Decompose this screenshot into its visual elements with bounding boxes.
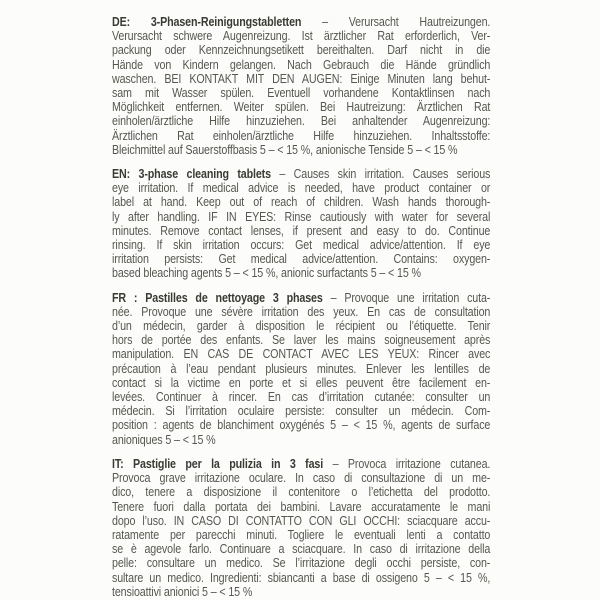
text-line: née. Provoque une sévère irritation des yeux. En cas de consultation xyxy=(112,304,491,319)
label-section-en xyxy=(112,167,490,281)
text-line: tensioattivi anionici 5 – < 15 % xyxy=(112,584,253,599)
text-line xyxy=(112,291,490,305)
text-line: Tenere fuori dalla portata dei bambini. Lavare accuratamente le mani xyxy=(112,499,491,514)
text-line: eye irritation. If medical advice is needed, have product container or xyxy=(112,181,491,196)
text-line xyxy=(112,15,490,29)
text-line: Verursacht schwere Augenreizung. Ist ärztlicher Rat erforderlich, Ver- xyxy=(112,29,491,44)
section-title: FR : Pastilles de nettoyage 3 phases xyxy=(112,290,323,305)
label-section-it xyxy=(112,457,490,599)
text-line: Hände von Kindern gelangen. Nach Gebrauch die Hände gründlich xyxy=(112,57,491,72)
section-title: DE: 3-Phasen-Reinigungstabletten xyxy=(112,15,302,29)
text-line: dico, tenere a disposizione il contenitore o l’etichetta del prodotto. xyxy=(112,485,491,500)
text-line: position : agents de blanchiment oxygénés 5 – < 15 %, agents de surface xyxy=(112,418,491,433)
text-line: précaution à l’eau pendant plusieurs minutes. Enlever les lentilles de xyxy=(112,361,491,376)
text-line: minutes. Remove contact lenses, if present and easy to do. Continue xyxy=(112,223,491,238)
section-title-rest: – Provoca irritazione cutanea. xyxy=(332,456,491,471)
text-line: pelle: consultare un medico. Se l’irritazione degli occhi persiste, con- xyxy=(112,556,491,571)
text-line: Provoca grave irritazione oculare. In caso di consultazione di un me- xyxy=(112,471,491,486)
text-line: einholen/ärztliche Hilfe hinzuziehen. Bei anhaltender Augenreizung: xyxy=(112,114,491,129)
text-line: ly after handling. IF IN EYES: Rinse cautiously with water for several xyxy=(112,209,491,224)
text-line: ratamente per parecchi minuti. Togliere le eventuali lenti a contatto xyxy=(112,527,491,542)
text-line: dopo l’uso. IN CASO DI CONTATTO CON GLI OCCHI: sciacquare accu- xyxy=(112,513,491,528)
label-section-de xyxy=(112,15,490,157)
text-line: packung oder Kennzeichnungsetikett bereithalten. Darf nicht in die xyxy=(112,43,491,58)
text-line: se è agevole farlo. Continuare a sciacquare. In caso di irritazione della xyxy=(112,542,491,557)
text-line: contact si la victime en porte et si elles peuvent être facilement en- xyxy=(112,375,491,390)
text-line: based bleaching agents 5 – < 15 %, anionic surfactants 5 – < 15 % xyxy=(112,266,421,281)
text-line: médecin. Si l’irritation oculaire persiste: consulter un médecin. Com- xyxy=(112,404,491,419)
label-document xyxy=(112,15,490,599)
text-line: anioniques 5 – < 15 % xyxy=(112,432,216,447)
text-line: label at hand. Keep out of reach of children. Wash hands thorough- xyxy=(112,195,491,210)
text-line: waschen. BEI KONTAKT MIT DEN AUGEN: Einige Minuten lang behut- xyxy=(112,71,491,86)
label-section-fr xyxy=(112,291,490,447)
section-title-rest: – Provoque une irritation cuta- xyxy=(330,290,491,305)
text-line: manipulation. EN CAS DE CONTACT AVEC LES YEUX: Rincer avec xyxy=(112,347,491,362)
text-line: rinsing. If skin irritation occurs: Get medical advice/attention. If eye xyxy=(112,238,491,253)
section-title-rest: – Verursacht Hautreizungen. xyxy=(322,15,491,29)
text-line: Bleichmittel auf Sauerstoffbasis 5 – < 15 %, anionische Tenside 5 – < 15 % xyxy=(112,142,458,157)
text-line: hors de portée des enfants. Se laver les mains soigneusement après xyxy=(112,333,491,348)
text-line: Ärztlichen Rat einholen/ärztliche Hilfe hinzuziehen. Inhaltsstoffe: xyxy=(112,128,491,143)
text-line xyxy=(112,457,490,471)
section-title: IT: Pastiglie per la pulizia in 3 fasi xyxy=(112,456,324,471)
text-line: irritation persists: Get medical advice/attention. Contains: oxygen- xyxy=(112,252,491,267)
section-title: EN: 3-phase cleaning tablets xyxy=(112,167,271,182)
text-line: levées. Continuer à rincer. En cas d’irritation cutanée: consulter un xyxy=(112,390,491,405)
text-line: sultare un medico. Ingredienti: sbiancanti a base di ossigeno 5 – < 15 %, xyxy=(112,570,491,585)
text-line: sam mit Wasser spülen. Eventuell vorhandene Kontaktlinsen nach xyxy=(112,86,491,101)
section-title-rest: – Causes skin irritation. Causes serious xyxy=(279,167,491,182)
text-line xyxy=(112,167,490,181)
text-line: d’un médecin, garder à disposition le récipient ou l’étiquette. Tenir xyxy=(112,319,491,334)
text-line: Möglichkeit entfernen. Weiter spülen. Bei Hautreizung: Ärztlichen Rat xyxy=(112,100,491,115)
